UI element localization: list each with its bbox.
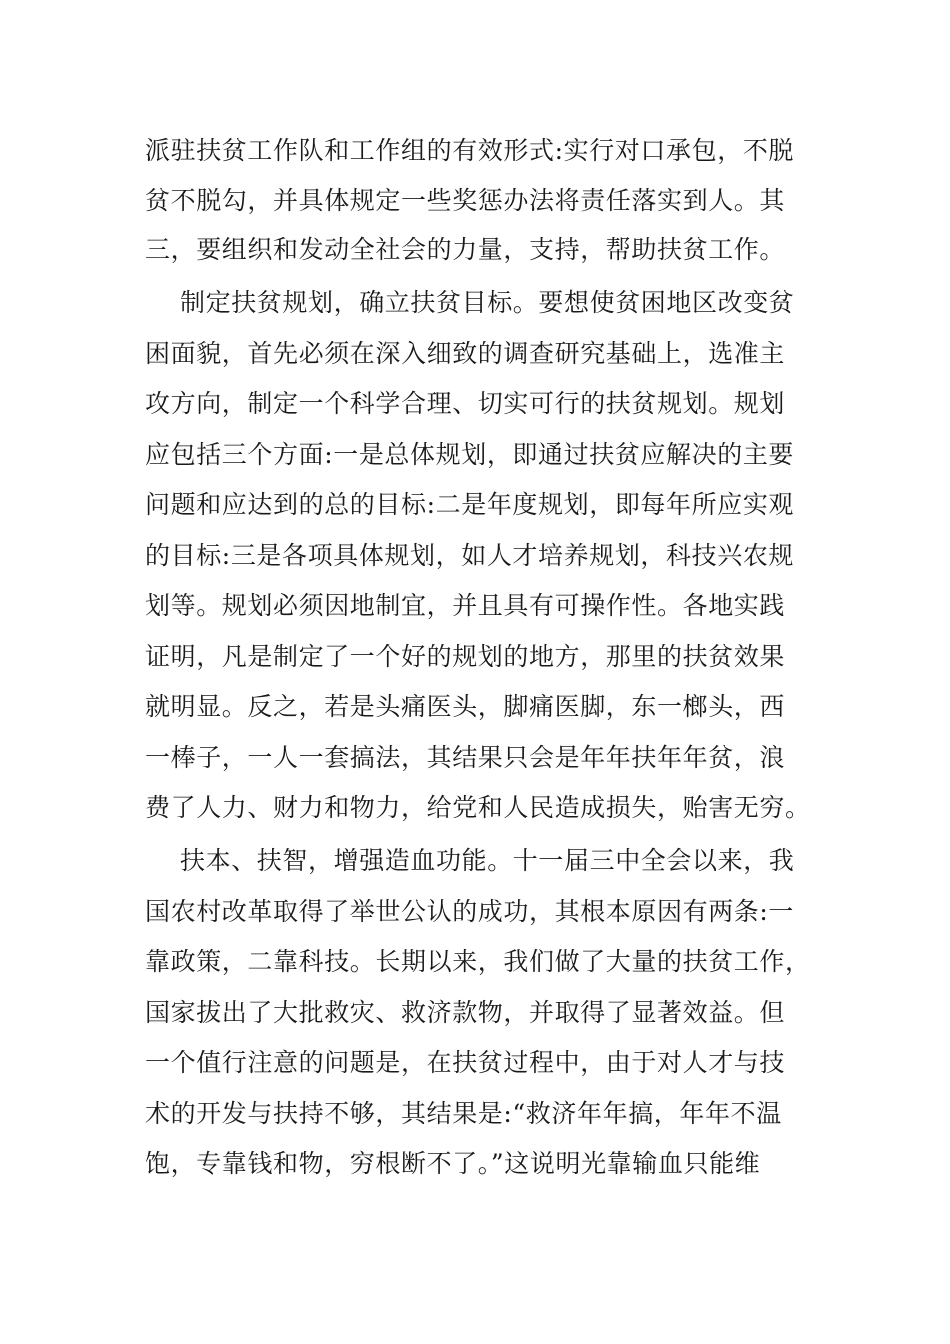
text-line: 划等。规划必须因地制宜，并且具有可操作性。各地实践 [145, 591, 786, 620]
text-line: 一棒子，一人一套搞法，其结果只会是年年扶年年贫，浪 [145, 743, 786, 772]
text-line: 证明，凡是制定了一个好的规划的地方，那里的扶贫效果 [145, 642, 786, 671]
text-line: 派驻扶贫工作队和工作组的有效形式:实行对口承包，不脱 [145, 136, 795, 165]
text-line: 制定扶贫规划，确立扶贫目标。要想使贫困地区改变贫 [180, 288, 795, 317]
text-line: 困面貌，首先必须在深入细致的调查研究基础上，选准主 [145, 339, 786, 368]
text-line: 的目标:三是各项具体规划，如人才培养规划，科技兴农规 [145, 541, 795, 570]
text-line: 问题和应达到的总的目标:二是年度规划，即每年所应实观 [145, 490, 795, 519]
text-line: 饱，专靠钱和物，穷根断不了。”这说明光靠输血只能维 [145, 1149, 761, 1178]
text-line: 费了人力、财力和物力，给党和人民造成损失，贻害无穷。 [145, 793, 811, 822]
text-line: 扶本、扶智，增强造血功能。十一届三中全会以来，我 [180, 846, 795, 875]
text-line: 国家拔出了大批救灾、救济款物，并取得了显著效益。但 [145, 998, 786, 1027]
text-line: 攻方向，制定一个科学合理、切实可行的扶贫规划。规划 [145, 389, 786, 418]
text-line: 靠政策，二靠科技。长期以来，我们做了大量的扶贫工作， [145, 947, 811, 976]
text-line: 一个值行注意的问题是，在扶贫过程中，由于对人才与技 [145, 1048, 786, 1077]
text-line: 就明显。反之，若是头痛医头，脚痛医脚，东一榔头，西 [145, 692, 786, 721]
text-line: 应包括三个方面:一是总体规划，即通过扶贫应解决的主要 [145, 440, 795, 469]
text-line: 国农村改革取得了举世公认的成功，其根本原因有两条:一 [145, 897, 795, 926]
text-line: 三，要组织和发动全社会的力量，支持，帮助扶贫工作。 [145, 235, 786, 264]
text-line: 贫不脱勾，并具体规定一些奖惩办法将责任落实到人。其 [145, 186, 786, 215]
text-line: 术的开发与扶持不够，其结果是:“救济年年搞，年年不温 [145, 1099, 782, 1128]
